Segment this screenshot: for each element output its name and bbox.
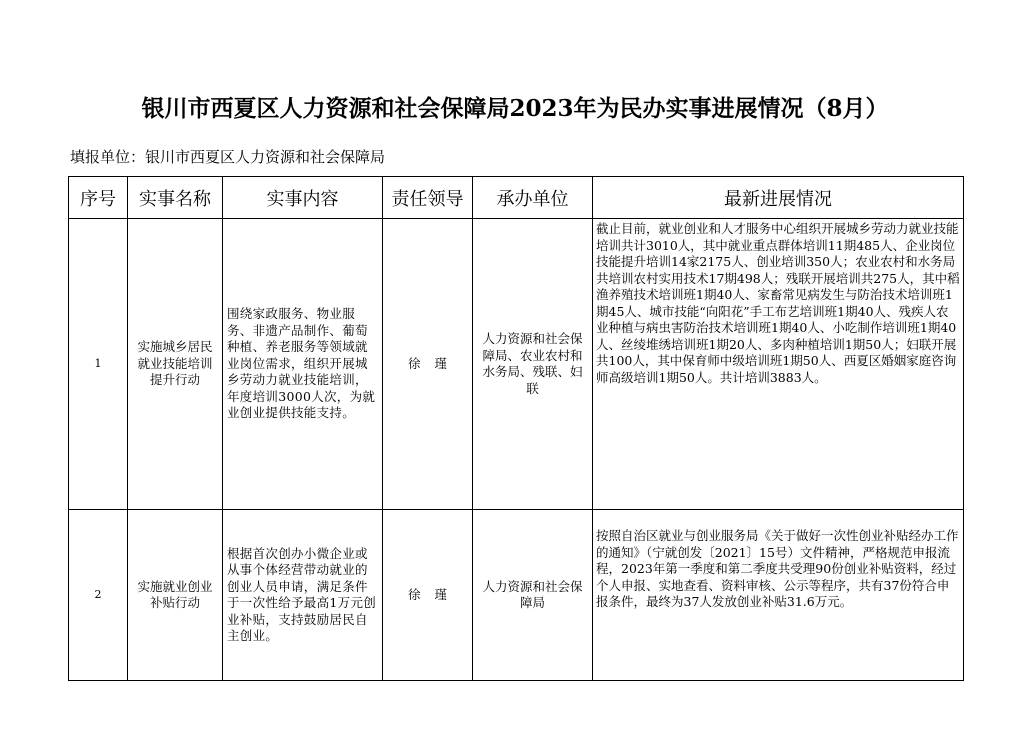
cell-department: 人力资源和社会保障局 — [473, 510, 593, 681]
cell-index: 1 — [69, 219, 128, 510]
progress-table — [68, 176, 964, 681]
header-index: 序号 — [69, 177, 128, 219]
cell-name: 实施城乡居民就业技能培训提升行动 — [128, 219, 223, 510]
header-progress: 最新进展情况 — [593, 177, 964, 219]
table-row — [69, 219, 964, 510]
reporting-unit: 填报单位：银川市西夏区人力资源和社会保障局 — [70, 148, 386, 166]
header-content: 实事内容 — [223, 177, 383, 219]
header-department: 承办单位 — [473, 177, 593, 219]
cell-leader: 徐瑾 — [383, 219, 473, 510]
header-leader: 责任领导 — [383, 177, 473, 219]
cell-leader: 徐瑾 — [383, 510, 473, 681]
cell-name: 实施就业创业补贴行动 — [128, 510, 223, 681]
cell-department: 人力资源和社会保障局、农业农村和水务局、残联、妇联 — [473, 219, 593, 510]
header-name: 实事名称 — [128, 177, 223, 219]
cell-progress: 截止目前，就业创业和人才服务中心组织开展城乡劳动力就业技能培训共计3010人，其中就业重点群体培训11期485人、企业岗位技能提升培训14家2175人、创业培训350人；农业农村和水务局共培训农村实用技术17期498人；残联开展培训共275人，其中稻渔养殖技术培训班1期40人、家畜常见病发生与防治技术培训班1期45人、城市技能“向阳花”手工布艺培训班1期40人、残疾人农业种植与病虫害防治技术培训班1期40人、小吃制作培训班1期40人、丝绫堆绣培训班1期20人、多肉种植培训1期50人；妇联开展共100人，其中保育师中级培训班1期50人、西夏区婚姻家庭咨询师高级培训1期50人。共计培训3883人。 — [593, 219, 964, 510]
cell-progress: 按照自治区就业与创业服务局《关于做好一次性创业补贴经办工作的通知》（宁就创发〔2021〕15号）文件精神，严格规范申报流程，2023年第一季度和第二季度共受理90份创业补贴资料，经过个人申报、实地查看、资料审核、公示等程序，共有37份符合申报条件，最终为37人发放创业补贴31.6万元。 — [593, 510, 964, 681]
cell-index: 2 — [69, 510, 128, 681]
page-title: 银川市西夏区人力资源和社会保障局2023年为民办实事进展情况（8月） — [141, 95, 889, 122]
table-header-row — [69, 177, 964, 219]
table-row — [69, 510, 964, 681]
cell-content: 根据首次创办小微企业或从事个体经营带动就业的创业人员申请，满足条件于一次性给予最高1万元创业补贴，支持鼓励居民自主创业。 — [223, 510, 383, 681]
cell-content: 围绕家政服务、物业服务、非遗产品制作、葡萄种植、养老服务等领域就业岗位需求，组织开展城乡劳动力就业技能培训，年度培训3000人次，为就业创业提供技能支持。 — [223, 219, 383, 510]
